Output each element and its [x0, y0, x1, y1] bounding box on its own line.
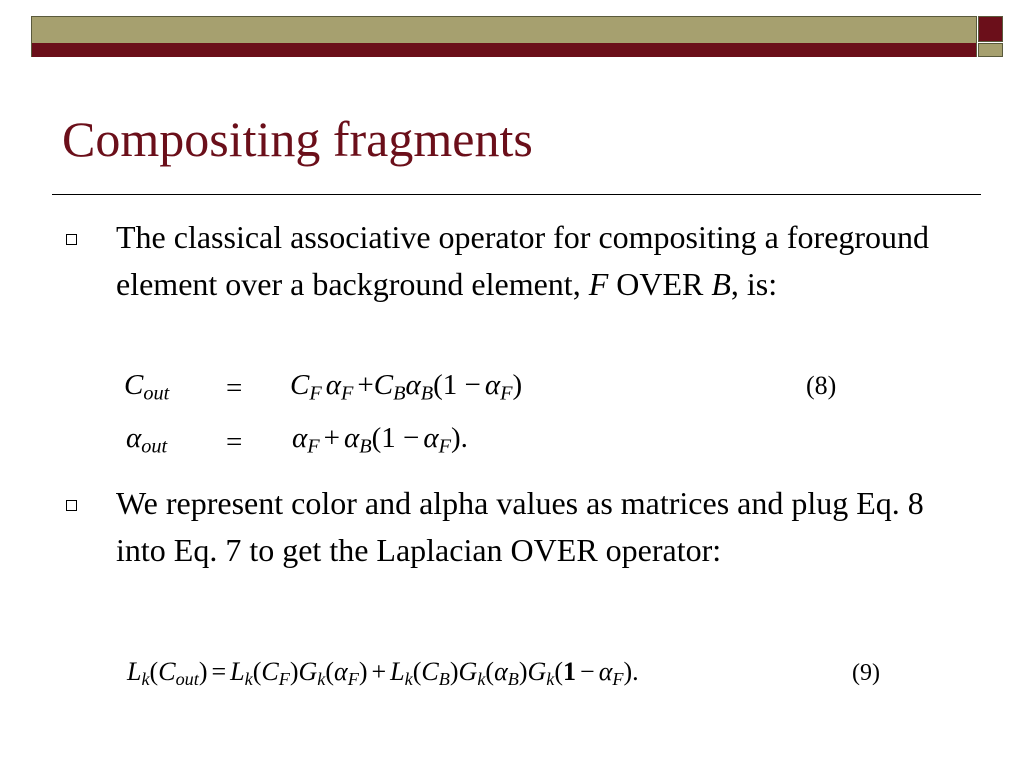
- equation8-row1-lhs: [124, 371, 169, 404]
- math-paren: ): [198, 657, 208, 686]
- math-paren: ).: [623, 657, 639, 686]
- header-decoration-bar: [31, 16, 977, 57]
- math-paren: (: [433, 369, 443, 401]
- equation9-number: (9): [852, 660, 880, 686]
- math-symbol: G: [298, 657, 318, 686]
- math-symbol: C: [373, 369, 394, 401]
- math-symbol: α: [484, 369, 501, 401]
- math-subscript: F: [347, 669, 359, 690]
- math-symbol: α: [325, 369, 341, 401]
- math-paren: ).: [451, 422, 468, 454]
- math-paren: ): [358, 657, 368, 686]
- bullet-text: The classical associative operator for compositing a foreground element over a background element,: [116, 219, 930, 302]
- math-operator: +: [357, 369, 374, 401]
- header-corner-maroon-block: [978, 16, 1003, 42]
- math-symbol: α: [423, 422, 439, 454]
- math-subscript: B: [420, 382, 434, 405]
- math-symbol: α: [405, 369, 421, 401]
- math-subscript: B: [438, 669, 450, 690]
- math-symbol: G: [458, 657, 478, 686]
- math-subscript: F: [612, 669, 624, 690]
- equation8-row2-rhs: [292, 424, 468, 457]
- equation8-row2-equals: =: [226, 426, 243, 458]
- math-paren: (: [325, 657, 335, 686]
- bullet-square-icon: [66, 234, 77, 245]
- equation8-row2-lhs: [126, 424, 167, 457]
- math-subscript: out: [141, 435, 168, 458]
- math-paren: (: [485, 657, 495, 686]
- math-subscript: F: [438, 435, 452, 458]
- math-symbol: 1: [563, 657, 577, 686]
- bullet-text: OVER: [608, 266, 712, 302]
- bullet-laplacian-over: We represent color and alpha values as matrices and plug Eq. 8 into Eq. 7 to get the Laplacian OVER operator:: [116, 485, 924, 568]
- variable-b: B: [711, 266, 731, 302]
- math-symbol: L: [230, 657, 245, 686]
- math-symbol: α: [126, 422, 142, 454]
- math-subscript: k: [317, 669, 326, 690]
- math-expression: 1 −: [381, 422, 420, 454]
- math-symbol: α: [494, 657, 508, 686]
- math-subscript: k: [477, 669, 486, 690]
- math-symbol: C: [158, 657, 176, 686]
- bullet-compositing-operator: [116, 214, 966, 308]
- math-symbol: α: [343, 422, 360, 454]
- equation8-number: (8): [806, 371, 837, 400]
- math-symbol: L: [127, 657, 142, 686]
- math-symbol: C: [261, 657, 279, 686]
- equation8-row1-rhs: [290, 371, 522, 404]
- variable-f: F: [588, 266, 609, 302]
- math-symbol: α: [292, 422, 308, 454]
- equation8-row1-equals: =: [226, 372, 243, 404]
- header-maroon-stripe: [32, 43, 976, 57]
- math-paren: ): [289, 657, 299, 686]
- math-symbol: α: [598, 657, 613, 686]
- math-symbol: C: [421, 657, 439, 686]
- math-subscript: k: [404, 669, 413, 690]
- math-operator: −: [580, 657, 595, 686]
- math-expression: 1 −: [442, 369, 481, 401]
- math-paren: ): [512, 369, 523, 401]
- bullet-text: , is:: [730, 266, 778, 302]
- math-symbol: G: [527, 657, 547, 686]
- math-paren: (: [252, 657, 262, 686]
- math-symbol: C: [124, 369, 144, 401]
- math-subscript: k: [244, 669, 253, 690]
- math-subscript: B: [359, 435, 372, 458]
- math-subscript: F: [500, 382, 513, 405]
- math-symbol: L: [390, 657, 405, 686]
- math-paren: (: [412, 657, 422, 686]
- math-symbol: α: [334, 657, 348, 686]
- math-operator: =: [211, 657, 227, 686]
- math-subscript: k: [141, 669, 150, 690]
- math-subscript: F: [278, 669, 290, 690]
- math-subscript: F: [307, 435, 320, 458]
- math-subscript: out: [143, 382, 170, 405]
- math-subscript: B: [393, 382, 406, 405]
- equation9: [127, 659, 639, 688]
- math-paren: ): [518, 657, 528, 686]
- math-subscript: out: [175, 669, 199, 690]
- math-paren: (: [554, 657, 564, 686]
- slide-title: Compositing fragments: [62, 111, 533, 167]
- header-olive-stripe: [32, 17, 976, 43]
- math-subscript: F: [309, 382, 322, 405]
- math-subscript: F: [340, 382, 354, 405]
- math-operator: +: [323, 422, 340, 454]
- header-corner-olive-block: [978, 43, 1003, 57]
- math-paren: (: [371, 422, 382, 454]
- math-operator: +: [371, 657, 387, 686]
- math-symbol: C: [290, 369, 310, 401]
- math-paren: (: [149, 657, 159, 686]
- math-subscript: B: [507, 669, 519, 690]
- title-underline: [52, 194, 981, 195]
- math-subscript: k: [546, 669, 555, 690]
- bullet-square-icon: [66, 500, 77, 511]
- math-paren: ): [449, 657, 459, 686]
